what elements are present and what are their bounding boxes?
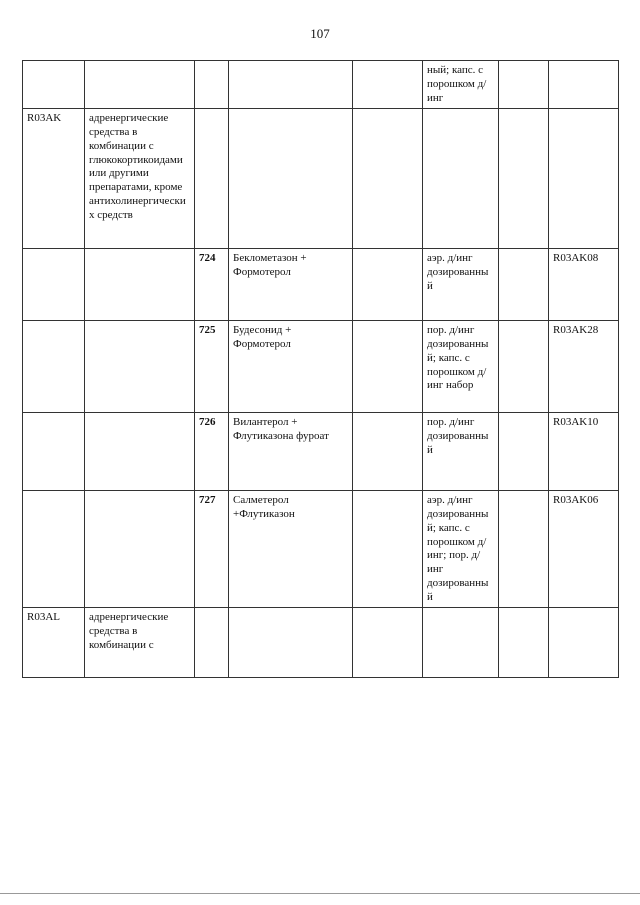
empty-cell	[353, 413, 423, 491]
form-cell: аэр. д/инг дозированный; капс. с порошком д/инг; пор. д/инг дозированный	[423, 491, 499, 608]
substance-cell	[229, 608, 353, 678]
number-cell: 727	[195, 491, 229, 608]
table-row	[23, 61, 619, 109]
table-row	[23, 491, 619, 608]
empty-cell	[499, 608, 549, 678]
group-name-cell	[85, 413, 195, 491]
empty-cell	[353, 321, 423, 413]
number-cell: 726	[195, 413, 229, 491]
atc-code-cell: R03AK06	[549, 491, 619, 608]
table-row	[23, 608, 619, 678]
group-name-cell: адренергические средства в комбинации с	[85, 608, 195, 678]
number-cell: 724	[195, 249, 229, 321]
bottom-rule	[0, 893, 640, 894]
empty-cell	[499, 321, 549, 413]
group-name-cell	[85, 491, 195, 608]
table-row	[23, 413, 619, 491]
group-name-cell: адренергические средства в комбинации с глюкокортикоидами или другими препаратами, кроме антихолинергических средств	[85, 109, 195, 249]
atc-group-cell: R03AL	[23, 608, 85, 678]
atc-code-cell: R03AK28	[549, 321, 619, 413]
atc-group-cell	[23, 249, 85, 321]
substance-cell: Вилантерол + Флутиказона фуроат	[229, 413, 353, 491]
number-cell	[195, 608, 229, 678]
number-cell	[195, 109, 229, 249]
substance-cell: Салметерол +Флутиказон	[229, 491, 353, 608]
form-cell: аэр. д/инг дозированный	[423, 249, 499, 321]
substance-cell	[229, 109, 353, 249]
form-cell: ный; капс. с порошком д/инг	[423, 61, 499, 109]
atc-group-cell	[23, 491, 85, 608]
table-row	[23, 321, 619, 413]
empty-cell	[499, 491, 549, 608]
substance-cell: Будесонид + Формотерол	[229, 321, 353, 413]
empty-cell	[353, 249, 423, 321]
empty-cell	[353, 109, 423, 249]
number-cell: 725	[195, 321, 229, 413]
form-cell: пор. д/инг дозированный	[423, 413, 499, 491]
atc-group-cell	[23, 61, 85, 109]
number-cell	[195, 61, 229, 109]
group-name-cell	[85, 321, 195, 413]
drug-table	[22, 60, 619, 678]
empty-cell	[353, 608, 423, 678]
atc-code-cell	[549, 109, 619, 249]
empty-cell	[499, 413, 549, 491]
atc-group-cell: R03AK	[23, 109, 85, 249]
atc-code-cell: R03AK08	[549, 249, 619, 321]
atc-code-cell: R03AK10	[549, 413, 619, 491]
form-cell	[423, 109, 499, 249]
form-cell	[423, 608, 499, 678]
atc-code-cell	[549, 608, 619, 678]
form-cell: пор. д/инг дозированный; капс. с порошком д/инг набор	[423, 321, 499, 413]
empty-cell	[499, 61, 549, 109]
empty-cell	[353, 61, 423, 109]
substance-cell: Беклометазон + Формотерол	[229, 249, 353, 321]
empty-cell	[353, 491, 423, 608]
atc-code-cell	[549, 61, 619, 109]
substance-cell	[229, 61, 353, 109]
page-number: 107	[310, 26, 330, 41]
empty-cell	[499, 249, 549, 321]
atc-group-cell	[23, 321, 85, 413]
table-row	[23, 109, 619, 249]
table-row	[23, 249, 619, 321]
atc-group-cell	[23, 413, 85, 491]
group-name-cell	[85, 61, 195, 109]
empty-cell	[499, 109, 549, 249]
group-name-cell	[85, 249, 195, 321]
